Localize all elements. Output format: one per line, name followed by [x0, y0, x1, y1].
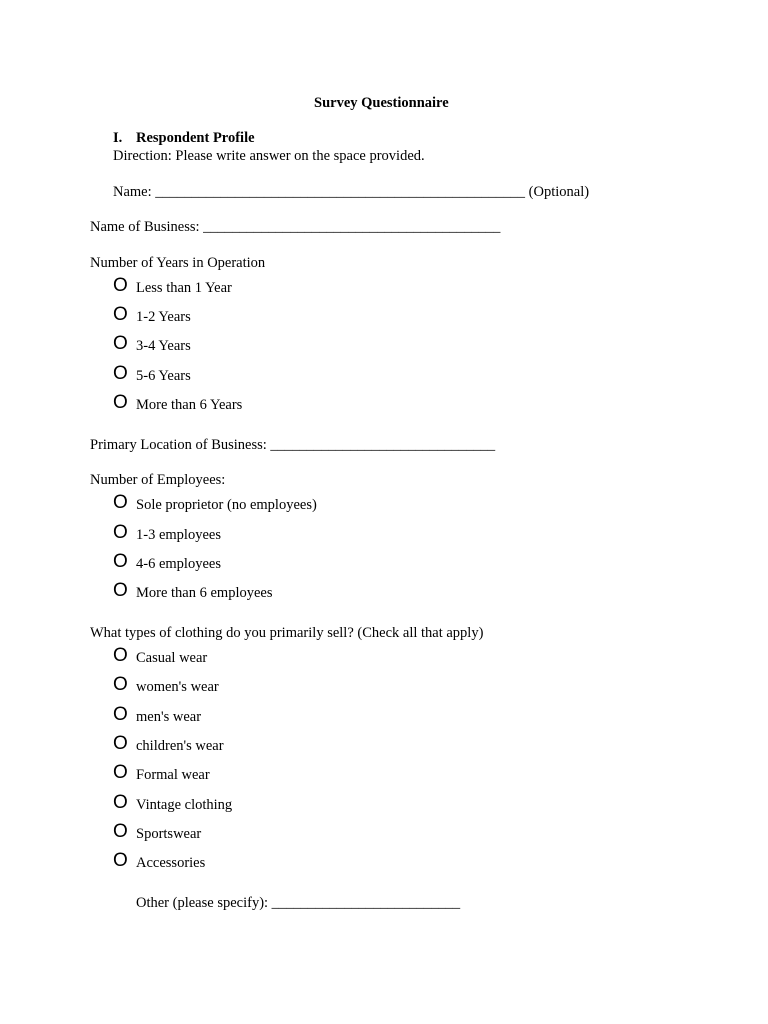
other-specify-field[interactable]: Other (please specify): __________________________	[136, 895, 461, 911]
clothing-option[interactable]: men's wear	[136, 709, 202, 725]
business-name-field[interactable]: Name of Business: _________________________________________	[90, 219, 501, 235]
option-bullet-icon[interactable]: O	[113, 792, 128, 813]
document-title: Survey Questionnaire	[314, 95, 449, 111]
option-bullet-icon[interactable]: O	[113, 645, 128, 666]
years-option[interactable]: 3-4 Years	[136, 338, 191, 354]
option-bullet-icon[interactable]: O	[113, 821, 128, 842]
option-bullet-icon[interactable]: O	[113, 392, 128, 413]
option-bullet-icon[interactable]: O	[113, 492, 128, 513]
option-bullet-icon[interactable]: O	[113, 580, 128, 601]
years-question-label: Number of Years in Operation	[90, 255, 266, 271]
years-option[interactable]: Less than 1 Year	[136, 280, 232, 296]
clothing-question-label: What types of clothing do you primarily sell? (Check all that apply)	[90, 625, 484, 641]
option-bullet-icon[interactable]: O	[113, 762, 128, 783]
employees-option[interactable]: 4-6 employees	[136, 556, 221, 572]
option-bullet-icon[interactable]: O	[113, 275, 128, 296]
option-bullet-icon[interactable]: O	[113, 333, 128, 354]
section-number: I.	[113, 130, 123, 146]
clothing-option[interactable]: women's wear	[136, 679, 219, 695]
years-option[interactable]: 1-2 Years	[136, 309, 191, 325]
option-bullet-icon[interactable]: O	[113, 733, 128, 754]
option-bullet-icon[interactable]: O	[113, 850, 128, 871]
option-bullet-icon[interactable]: O	[113, 304, 128, 325]
employees-option[interactable]: More than 6 employees	[136, 585, 273, 601]
clothing-option[interactable]: Accessories	[136, 855, 206, 871]
clothing-option[interactable]: Formal wear	[136, 767, 210, 783]
option-bullet-icon[interactable]: O	[113, 674, 128, 695]
option-bullet-icon[interactable]: O	[113, 551, 128, 572]
clothing-option[interactable]: Vintage clothing	[136, 797, 233, 813]
name-field[interactable]: Name: ___________________________________________________ (Optional)	[113, 184, 590, 200]
clothing-option[interactable]: children's wear	[136, 738, 224, 754]
employees-option[interactable]: 1-3 employees	[136, 527, 221, 543]
primary-location-field[interactable]: Primary Location of Business: _______________________________	[90, 437, 496, 453]
clothing-option[interactable]: Sportswear	[136, 826, 202, 842]
option-bullet-icon[interactable]: O	[113, 704, 128, 725]
years-option[interactable]: 5-6 Years	[136, 368, 191, 384]
clothing-option[interactable]: Casual wear	[136, 650, 208, 666]
section-direction: Direction: Please write answer on the space provided.	[113, 148, 425, 164]
option-bullet-icon[interactable]: O	[113, 522, 128, 543]
employees-option[interactable]: Sole proprietor (no employees)	[136, 497, 317, 513]
employees-question-label: Number of Employees:	[90, 472, 226, 488]
years-option[interactable]: More than 6 Years	[136, 397, 243, 413]
section-heading: Respondent Profile	[136, 130, 255, 146]
option-bullet-icon[interactable]: O	[113, 363, 128, 384]
